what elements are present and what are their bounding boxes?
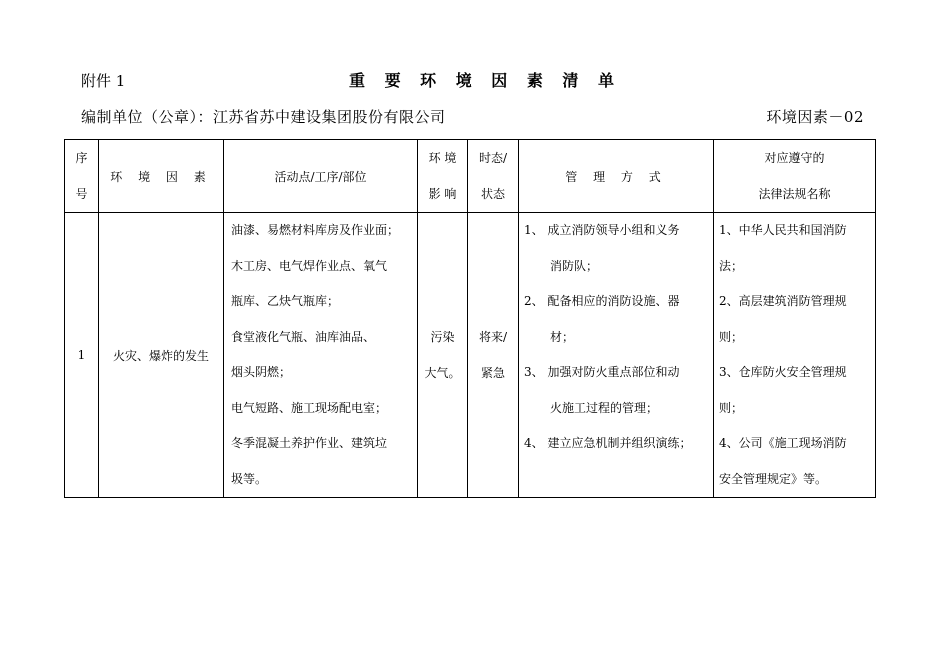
header-law — [714, 140, 876, 213]
document-code: 环境因素－02 — [766, 108, 864, 126]
activity-line: 瓶库、乙炔气瓶库； — [231, 294, 340, 308]
law-line: 4、公司《施工现场消防 — [719, 436, 847, 450]
row-activity — [224, 213, 418, 498]
row-mgmt — [519, 213, 714, 498]
law-line: 法； — [719, 258, 744, 273]
mgmt-line: 消防队； — [550, 258, 599, 273]
activity-line: 电气短路、施工现场配电室； — [231, 400, 388, 415]
mgmt-line: 4、 建立应急机制并组织演练； — [524, 436, 692, 450]
impact-line-1: 污染 — [430, 330, 455, 344]
document-title: 重 要 环 境 因 素 清 单 — [349, 71, 621, 90]
header-activity: 活动点/工序/部位 — [224, 140, 418, 213]
header-state-line-2: 状态 — [480, 187, 505, 201]
header-mgmt: 管 理 方 式 — [519, 140, 714, 213]
mgmt-line: 火施工过程的管理； — [550, 400, 659, 415]
law-line: 1、中华人民共和国消防 — [719, 223, 847, 237]
row-factor: 火灾、爆炸的发生 — [99, 213, 224, 498]
activity-line: 烟头阴燃； — [231, 365, 292, 379]
mgmt-line: 3、 加强对防火重点部位和动 — [524, 365, 680, 379]
activity-line: 圾等。 — [231, 471, 268, 486]
header-seq-line-1: 序 — [75, 151, 88, 165]
header-law-line-2: 法律法规名称 — [758, 187, 831, 201]
header-impact-line-1: 环 境 — [428, 151, 457, 165]
mgmt-line: 材； — [550, 329, 575, 344]
row-seq: 1 — [65, 213, 99, 498]
activity-line: 油漆、易燃材料库房及作业面； — [231, 223, 400, 237]
compiling-unit: 编制单位（公章）：江苏省苏中建设集团股份有限公司 — [81, 108, 446, 126]
row-impact — [418, 213, 468, 498]
impact-line-2: 大气。 — [424, 366, 461, 380]
law-line: 2、高层建筑消防管理规 — [719, 294, 847, 308]
header-state-line-1: 时态/ — [478, 151, 508, 165]
activity-line: 冬季混凝土养护作业、建筑垃 — [231, 436, 388, 450]
table-header-row — [65, 140, 876, 213]
activity-line: 食堂液化气瓶、油库油品、 — [231, 329, 376, 344]
row-law — [714, 213, 876, 498]
header-impact-line-2: 影 响 — [428, 187, 457, 201]
state-line-1: 将来/ — [478, 330, 508, 344]
mgmt-line: 1、 成立消防领导小组和义务 — [524, 223, 680, 237]
table-row — [65, 213, 876, 498]
row-state — [468, 213, 519, 498]
law-line: 3、仓库防火安全管理规 — [719, 365, 847, 379]
mgmt-line: 2、 配备相应的消防设施、器 — [524, 294, 680, 308]
annex-label: 附件 1 — [81, 72, 126, 90]
header-law-line-1: 对应遵守的 — [764, 151, 825, 165]
header-seq — [65, 140, 99, 213]
header-seq-line-2: 号 — [75, 187, 88, 201]
header-state — [468, 140, 519, 213]
law-line: 则； — [719, 400, 744, 415]
header-impact — [418, 140, 468, 213]
law-line: 则； — [719, 329, 744, 344]
header-factor: 环 境 因 素 — [99, 140, 224, 213]
activity-line: 木工房、电气焊作业点、氧气 — [231, 258, 388, 273]
environment-factor-table — [64, 139, 876, 498]
law-line: 安全管理规定》等。 — [719, 471, 828, 486]
state-line-2: 紧急 — [480, 366, 505, 380]
